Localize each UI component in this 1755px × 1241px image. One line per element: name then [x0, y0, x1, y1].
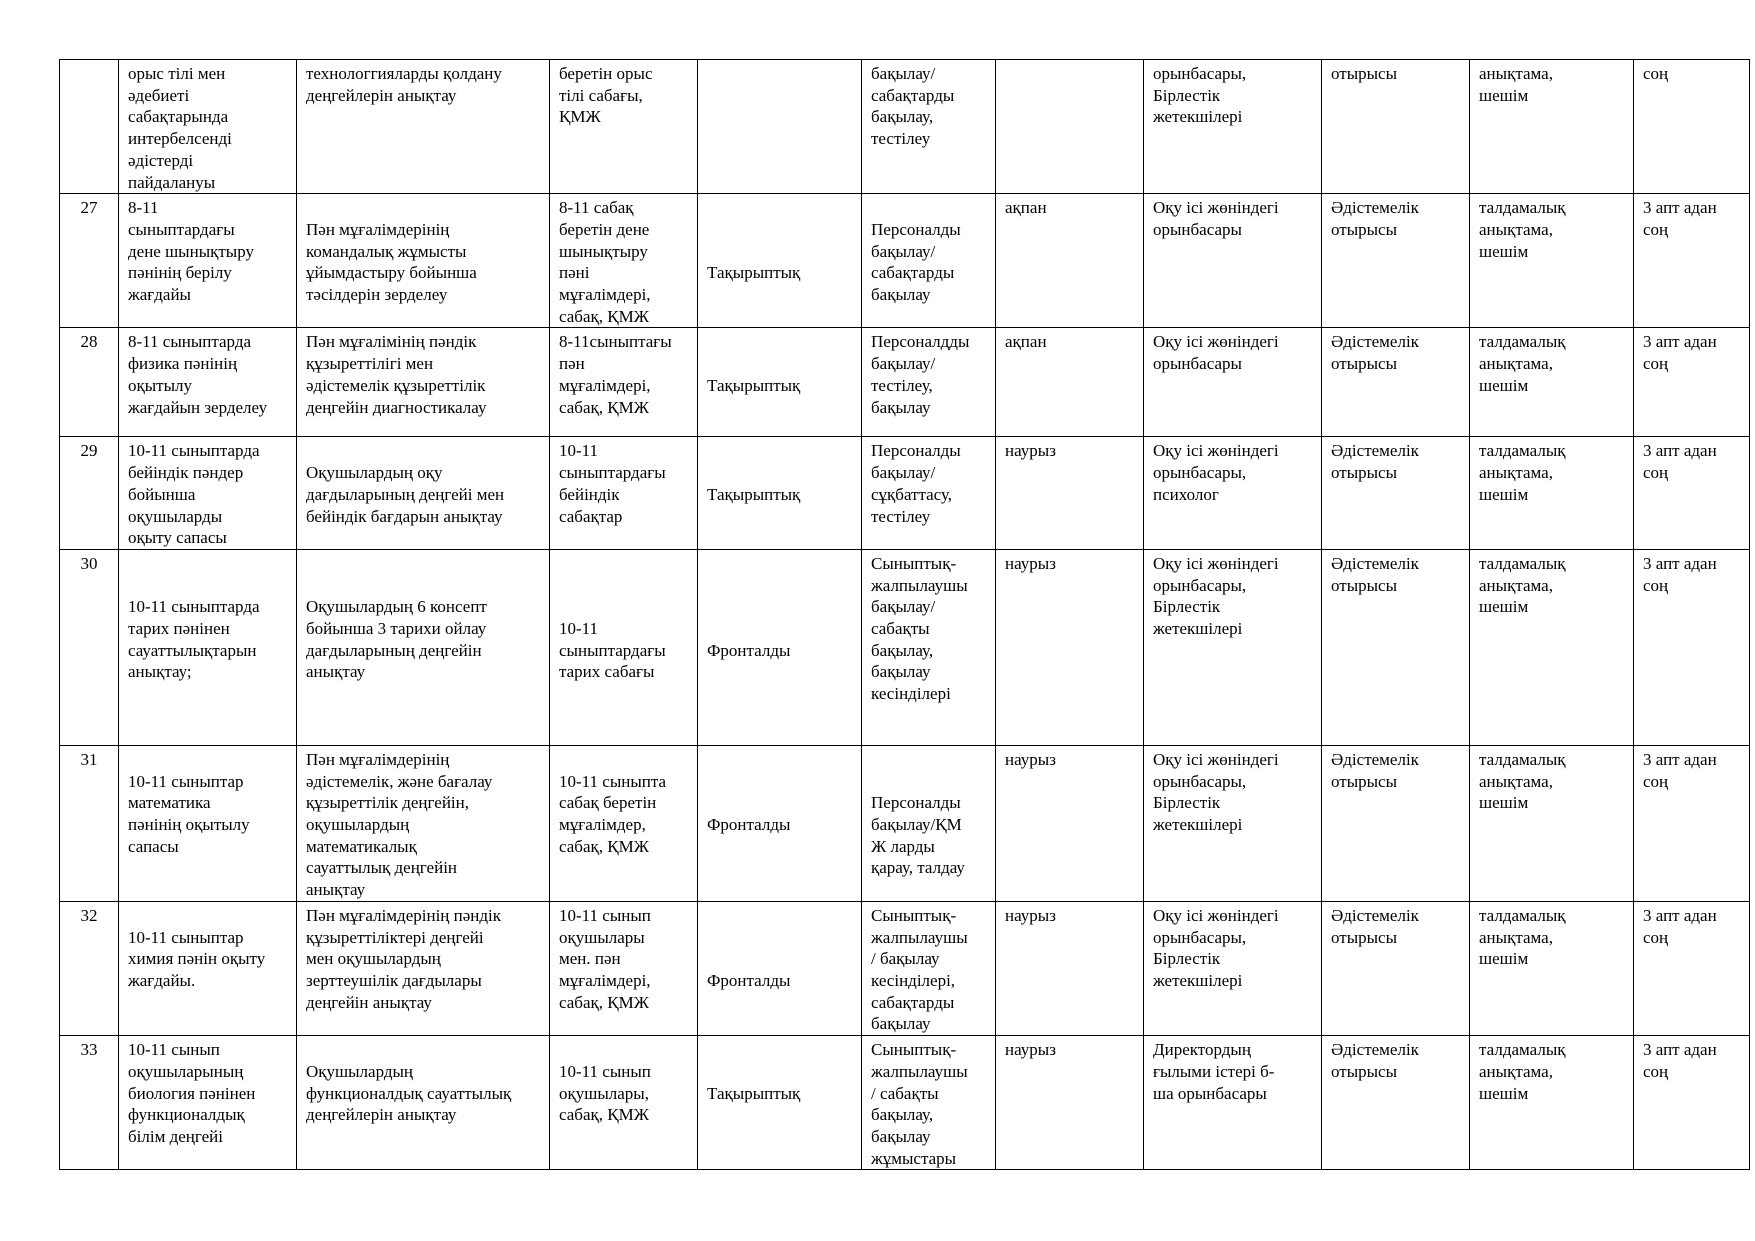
- table-row: [60, 328, 1750, 437]
- topic-cell-text: 8-11 сыныптарда физика пәнінің оқытылу жағдайын зерделеу: [128, 332, 268, 417]
- topic-cell: [119, 1036, 297, 1170]
- month-cell: [996, 901, 1144, 1035]
- topic-cell-text: 10-11 сыныптар математика пәнінің оқытылу сапасы: [128, 771, 250, 856]
- objective-cell: [297, 901, 550, 1035]
- responsible-cell: [1144, 901, 1322, 1035]
- result-cell-text: талдамалық анықтама, шешім: [1479, 905, 1566, 969]
- month-cell: [996, 328, 1144, 437]
- object-cell: [550, 194, 698, 328]
- object-cell: [550, 1036, 698, 1170]
- result-cell: [1470, 60, 1634, 194]
- responsible-cell-text: Оқу ісі жөніндегі орынбасары, Бірлестік жетекшілері: [1153, 553, 1279, 639]
- review-cell: [1322, 745, 1470, 901]
- objective-cell-text: технологгияларды қолдану деңгейлерін анықтау: [306, 64, 502, 105]
- topic-cell: [119, 194, 297, 328]
- deadline-cell: [1634, 901, 1750, 1035]
- topic-cell: [119, 437, 297, 550]
- topic-cell-text: 10-11 сынып оқушыларының биология пәнінен функционалдық білім деңгейі: [128, 1040, 256, 1146]
- month-cell: [996, 194, 1144, 328]
- object-cell-text: 8-11 сабақ беретін дене шынықтыру пәні мұғалімдері, сабақ, ҚМЖ: [559, 198, 651, 326]
- row-number-text: 31: [80, 749, 98, 769]
- topic-cell: [119, 549, 297, 745]
- month-cell-text: наурыз: [1005, 553, 1056, 573]
- row-number-text: 32: [80, 905, 98, 925]
- month-cell-text: ақпан: [1005, 198, 1047, 218]
- row-number: [60, 194, 119, 328]
- review-cell-text: отырысы: [1331, 64, 1398, 83]
- table-row: [60, 549, 1750, 745]
- responsible-cell-text: Директордың ғылыми істері б- ша орынбасары: [1153, 1040, 1275, 1103]
- row-number: [60, 745, 119, 901]
- row-number-text: 28: [80, 332, 98, 352]
- review-cell: [1322, 194, 1470, 328]
- method-cell: [862, 1036, 996, 1170]
- method-cell-text: бақылау/ сабақтарды бақылау, тестілеу: [871, 64, 955, 149]
- control-type-cell: [698, 60, 862, 194]
- method-cell: [862, 901, 996, 1035]
- review-cell-text: Әдістемелік отырысы: [1331, 198, 1419, 239]
- object-cell: [550, 745, 698, 901]
- control-type-cell-text: Фронталды: [707, 815, 791, 835]
- control-type-cell-text: Тақырыптық: [707, 484, 801, 504]
- deadline-cell-text: 3 апт адан соң: [1643, 553, 1717, 595]
- result-cell: [1470, 1036, 1634, 1170]
- object-cell-text: 10-11 сынып оқушылары мен. пән мұғалімдері, сабақ, ҚМЖ: [559, 905, 651, 1012]
- control-type-cell: [698, 549, 862, 745]
- control-type-cell-text: Тақырыптық: [707, 1083, 801, 1103]
- deadline-cell-text: соң: [1643, 64, 1669, 83]
- topic-cell-text: 8-11 сыныптардағы дене шынықтыру пәнінің берілу жағдайы: [128, 198, 255, 305]
- object-cell: [550, 901, 698, 1035]
- topic-cell-text: 10-11 сыныптар химия пәнін оқыту жағдайы.: [128, 927, 266, 990]
- object-cell: [550, 60, 698, 194]
- object-cell: [550, 437, 698, 550]
- month-cell-text: наурыз: [1005, 905, 1056, 925]
- review-cell: [1322, 549, 1470, 745]
- review-cell-text: Әдістемелік отырысы: [1331, 553, 1419, 595]
- objective-cell-text: Пән мұғалімдерінің пәндік құзыреттіліктері деңгейі мен оқушылардың зерттеушілік дағдылары деңгейін анықтау: [306, 905, 502, 1012]
- result-cell: [1470, 745, 1634, 901]
- responsible-cell: [1144, 194, 1322, 328]
- result-cell: [1470, 901, 1634, 1035]
- control-type-cell-text: Фронталды: [707, 640, 791, 660]
- control-type-cell: [698, 194, 862, 328]
- deadline-cell: [1634, 194, 1750, 328]
- row-number: [60, 901, 119, 1035]
- method-cell-text: Персоналдды бақылау/ тестілеу, бақылау: [871, 332, 970, 417]
- object-cell: [550, 549, 698, 745]
- topic-cell-text: орыс тілі мен әдебиеті сабақтарында интербелсенді әдістерді пайдалануы: [128, 64, 232, 192]
- objective-cell: [297, 745, 550, 901]
- responsible-cell-text: Оқу ісі жөніндегі орынбасары: [1153, 198, 1279, 239]
- table-row: [60, 60, 1750, 194]
- topic-cell-text: 10-11 сыныптарда бейіндік пәндер бойынша оқушыларды оқыту сапасы: [128, 441, 260, 548]
- row-number: [60, 437, 119, 550]
- row-number-text: 33: [80, 1040, 98, 1060]
- method-cell-text: Сыныптық- жалпылаушы / сабақты бақылау, бақылау жұмыстары: [871, 1040, 968, 1168]
- responsible-cell: [1144, 745, 1322, 901]
- deadline-cell: [1634, 745, 1750, 901]
- month-cell-text: ақпан: [1005, 332, 1047, 352]
- table-row: [60, 194, 1750, 328]
- month-cell-text: наурыз: [1005, 749, 1056, 769]
- month-cell: [996, 745, 1144, 901]
- control-type-cell: [698, 901, 862, 1035]
- review-cell-text: Әдістемелік отырысы: [1331, 749, 1419, 791]
- responsible-cell-text: Оқу ісі жөніндегі орынбасары, психолог: [1153, 441, 1279, 504]
- table-row: [60, 1036, 1750, 1170]
- objective-cell: [297, 549, 550, 745]
- deadline-cell: [1634, 60, 1750, 194]
- month-cell: [996, 1036, 1144, 1170]
- result-cell-text: талдамалық анықтама, шешім: [1479, 332, 1566, 395]
- review-cell: [1322, 60, 1470, 194]
- topic-cell: [119, 328, 297, 437]
- responsible-cell: [1144, 60, 1322, 194]
- method-cell: [862, 549, 996, 745]
- result-cell-text: талдамалық анықтама, шешім: [1479, 198, 1566, 261]
- result-cell-text: талдамалық анықтама, шешім: [1479, 1040, 1566, 1103]
- result-cell-text: талдамалық анықтама, шешім: [1479, 441, 1566, 504]
- objective-cell: [297, 60, 550, 194]
- object-cell: [550, 328, 698, 437]
- result-cell: [1470, 437, 1634, 550]
- objective-cell: [297, 328, 550, 437]
- review-cell: [1322, 437, 1470, 550]
- responsible-cell: [1144, 1036, 1322, 1170]
- method-cell: [862, 60, 996, 194]
- objective-cell-text: Пән мұғалімдерінің әдістемелік, және бағалау құзыреттілік деңгейін, оқушылардың математикалық сауаттылық деңгейін анықтау: [306, 749, 493, 900]
- month-cell: [996, 437, 1144, 550]
- topic-cell: [119, 901, 297, 1035]
- table-row: [60, 745, 1750, 901]
- method-cell-text: Персоналды бақылау/ сабақтарды бақылау: [871, 219, 961, 305]
- result-cell: [1470, 328, 1634, 437]
- deadline-cell: [1634, 328, 1750, 437]
- review-cell-text: Әдістемелік отырысы: [1331, 332, 1419, 374]
- objective-cell-text: Оқушылардың 6 консепт бойынша 3 тарихи ойлау дағдыларының деңгейін анықтау: [306, 597, 487, 682]
- method-cell: [862, 437, 996, 550]
- object-cell-text: 10-11 сыныптардағы тарих сабағы: [559, 619, 666, 682]
- review-cell: [1322, 901, 1470, 1035]
- method-cell: [862, 328, 996, 437]
- topic-cell: [119, 745, 297, 901]
- row-number-text: 30: [80, 553, 98, 573]
- responsible-cell: [1144, 549, 1322, 745]
- month-cell-text: наурыз: [1005, 441, 1056, 461]
- month-cell: [996, 60, 1144, 194]
- review-cell: [1322, 1036, 1470, 1170]
- document-page: [59, 59, 1749, 1170]
- control-type-cell-text: Тақырыптық: [707, 375, 801, 395]
- row-number: [60, 1036, 119, 1170]
- objective-cell: [297, 1036, 550, 1170]
- objective-cell-text: Пән мұғалімінің пәндік құзыреттілігі мен әдістемелік құзыреттілік деңгейін диагностикалау: [306, 332, 487, 417]
- control-type-cell-text: Фронталды: [707, 970, 791, 990]
- review-cell-text: Әдістемелік отырысы: [1331, 1040, 1419, 1081]
- responsible-cell-text: орынбасары, Бірлестік жетекшілері: [1153, 64, 1247, 127]
- table-row: [60, 437, 1750, 550]
- method-cell: [862, 194, 996, 328]
- responsible-cell-text: Оқу ісі жөніндегі орынбасары, Бірлестік жетекшілері: [1153, 905, 1279, 990]
- result-cell-text: анықтама, шешім: [1479, 64, 1553, 105]
- review-cell: [1322, 328, 1470, 437]
- object-cell-text: 8-11сыныптағы пән мұғалімдері, сабақ, ҚМЖ: [559, 332, 672, 417]
- control-type-cell-text: Тақырыптық: [707, 263, 801, 283]
- method-cell-text: Персоналды бақылау/ҚМ Ж ларды қарау, талдау: [871, 793, 965, 878]
- control-type-cell: [698, 745, 862, 901]
- topic-cell-text: 10-11 сыныптарда тарих пәнінен сауаттылықтарын анықтау;: [128, 597, 260, 682]
- row-number-text: 29: [80, 441, 98, 461]
- objective-cell: [297, 194, 550, 328]
- method-cell-text: Персоналды бақылау/ сұқбаттасу, тестілеу: [871, 441, 961, 526]
- review-cell-text: Әдістемелік отырысы: [1331, 905, 1419, 947]
- result-cell: [1470, 194, 1634, 328]
- deadline-cell: [1634, 549, 1750, 745]
- deadline-cell-text: 3 апт адан соң: [1643, 749, 1717, 791]
- objective-cell-text: Оқушылардың оқу дағдыларының деңгейі мен бейіндік бағдарын анықтау: [306, 463, 505, 526]
- responsible-cell-text: Оқу ісі жөніндегі орынбасары: [1153, 332, 1279, 374]
- deadline-cell: [1634, 437, 1750, 550]
- responsible-cell: [1144, 437, 1322, 550]
- review-cell-text: Әдістемелік отырысы: [1331, 441, 1419, 483]
- control-type-cell: [698, 437, 862, 550]
- result-cell: [1470, 549, 1634, 745]
- deadline-cell-text: 3 апт адан соң: [1643, 905, 1717, 947]
- deadline-cell-text: 3 апт адан соң: [1643, 441, 1717, 483]
- deadline-cell-text: 3 апт адан соң: [1643, 332, 1717, 374]
- row-number: [60, 549, 119, 745]
- table-row: [60, 901, 1750, 1035]
- row-number-text: 27: [80, 198, 98, 218]
- month-cell: [996, 549, 1144, 745]
- objective-cell-text: Оқушылардың функционалдық сауаттылық деңгейлерін анықтау: [306, 1061, 512, 1125]
- month-cell-text: наурыз: [1005, 1040, 1056, 1060]
- objective-cell: [297, 437, 550, 550]
- object-cell-text: 10-11 сыныптардағы бейіндік сабақтар: [559, 441, 666, 526]
- responsible-cell-text: Оқу ісі жөніндегі орынбасары, Бірлестік жетекшілері: [1153, 749, 1279, 835]
- control-type-cell: [698, 1036, 862, 1170]
- method-cell-text: Сыныптық- жалпылаушы / бақылау кесінділері, сабақтарды бақылау: [871, 905, 968, 1034]
- object-cell-text: 10-11 сынып оқушылары, сабақ, ҚМЖ: [559, 1061, 651, 1125]
- objective-cell-text: Пән мұғалімдерінің командалық жұмысты ұйымдастыру бойынша тәсілдерін зерделеу: [306, 219, 477, 305]
- object-cell-text: беретін орыс тілі сабағы, ҚМЖ: [559, 64, 653, 127]
- row-number: [60, 60, 119, 194]
- object-cell-text: 10-11 сыныпта сабақ беретін мұғалімдер, сабақ, ҚМЖ: [559, 771, 667, 856]
- method-cell: [862, 745, 996, 901]
- control-type-cell: [698, 328, 862, 437]
- result-cell-text: талдамалық анықтама, шешім: [1479, 553, 1566, 617]
- topic-cell: [119, 60, 297, 194]
- deadline-cell-text: 3 апт адан соң: [1643, 1040, 1717, 1081]
- deadline-cell: [1634, 1036, 1750, 1170]
- row-number: [60, 328, 119, 437]
- deadline-cell-text: 3 апт адан соң: [1643, 198, 1717, 239]
- responsible-cell: [1144, 328, 1322, 437]
- result-cell-text: талдамалық анықтама, шешім: [1479, 749, 1566, 813]
- method-cell-text: Сыныптық- жалпылаушы бақылау/ сабақты бақылау, бақылау кесінділері: [871, 553, 968, 704]
- control-plan-table: [59, 59, 1750, 1170]
